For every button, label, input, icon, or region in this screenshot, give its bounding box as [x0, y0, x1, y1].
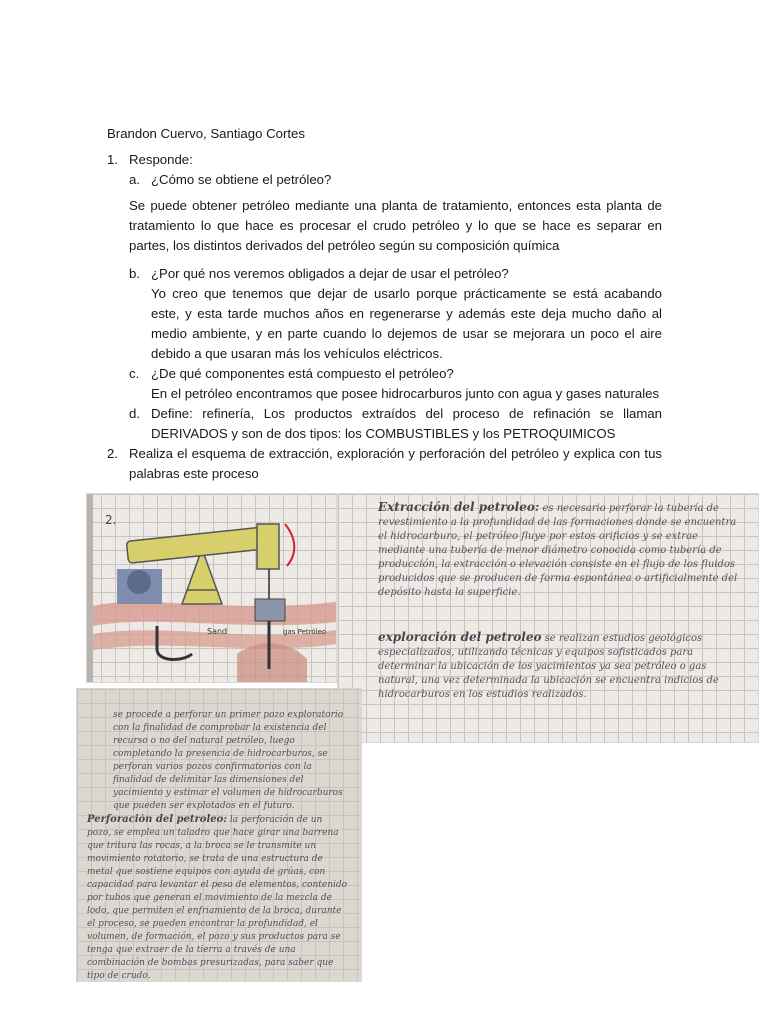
question-c-text: ¿De qué componentes está compuesto el petróleo?: [151, 366, 454, 381]
answer-c: En el petróleo encontramos que posee hidrocarburos junto con agua y gases naturales: [151, 386, 660, 401]
list-letter: c.: [129, 366, 140, 381]
question-1-title: Responde:: [129, 152, 193, 167]
notes-title-exploration: exploración del petroleo: [378, 630, 542, 644]
answer-a: Se puede obtener petróleo mediante una planta de tratamiento, entonces esta planta de tratamiento lo que hace es procesar el crudo petróleo y lo que se hace es separar en partes, los distintos derivados del petróleo según su composición química: [129, 198, 662, 253]
answer-b: Yo creo que tenemos que dejar de usarlo porque prácticamente se está acabando este, y esta tarde muchos años en regenerarse y además este deja mucho daño al medio ambiente, y en parte cuando lo dejemos de usar se mejorara un poco el aire debido a que usaran más los vehículos eléctricos.: [151, 286, 662, 361]
list-letter: d.: [129, 406, 140, 421]
drawing-number: 2.: [105, 513, 117, 527]
question-2-text: Realiza el esquema de extracción, exploración y perforación del petróleo y explica con tus palabras este proceso: [129, 446, 662, 481]
notes-body-exploration: se realizan estudios geológicos especializados, utilizando técnicas y equipos sofisticados para determinar la ubicación de los yacimientos ya sea petróleo o gas natural, una vez determinada la ubicación se encuentra indicios de hidrocarburos en los estudios realizados.: [378, 633, 719, 700]
question-d-text: Define: refinería, Los productos extraídos del proceso de refinación se llaman DERIVADOS y son de dos tipos: los COMBUSTIBLES y los PETROQUIMICOS: [151, 406, 662, 441]
notes-title-extraction: Extracción del petroleo:: [378, 500, 540, 514]
list-letter: a.: [129, 172, 140, 187]
notes-body-extraction: es necesario perforar la tubería de revestimiento a la profundidad de las formaciones donde se encuentra el hidrocarburo, el petróleo fluye por estos orificios y se extrae mediante una tubería de menor diámetro conocida como tubería de producción, la extracción o elevación consiste en el flujo de los fluidos producidos que se producen de forma espontánea o artificialmente del depósito hasta la superficie.: [378, 503, 738, 598]
list-number: 1.: [107, 152, 118, 167]
notes-photo-left: [76, 688, 362, 982]
question-d: [129, 404, 662, 444]
oil-pump-drawing-photo: [86, 493, 337, 683]
question-block: [107, 150, 662, 484]
drawing-label-left: Sand: [207, 627, 228, 636]
question-b-text: ¿Por qué nos veremos obligados a dejar de usar el petróleo?: [151, 266, 509, 281]
drawing-label-right: gas Petróleo: [283, 628, 327, 636]
authors-line: Brandon Cuervo, Santiago Cortes: [107, 126, 305, 141]
notes-body-intro: se procede a perforar un primer pozo exploratorio con la finalidad de comprobar la existencia del recurso o no del natural petróleo, luego completando la presencia de hidrocarburos, se perforan varios pozos confirmatorios con la finalidad de delimitar las dimensiones del yacimiento y estimar el volumen de hidrocarburos que pueden ser explotados en el futuro.: [113, 710, 344, 811]
oil-pump-drawing: [87, 494, 336, 682]
question-a-text: ¿Cómo se obtiene el petróleo?: [151, 172, 332, 187]
list-number: 2.: [107, 446, 118, 461]
question-b: [129, 264, 662, 364]
notes-body-drilling: la perforación de un pozo, se emplea un taladro que hace girar una barrena que tritura las rocas, a la broca se le transmite un movimiento rotatorio, se trata de una estructura de metal que sostiene equipos con ayuda de grúas, con capacidad para levantar el peso de elementos, contenido por tubos que generan el movimiento de la mezcla de lodo, que permiten el enfriamiento de la broca, durante el proceso, se pueden encontrar la profundidad, el volumen, de formación, el pozo y sus productos para se tenga que extraer de la tierra a través de una combinación de bombas presurizadas, para saber que tipo de crudo.: [87, 815, 348, 981]
question-c: [129, 364, 662, 404]
question-2: [107, 444, 662, 484]
question-1-heading: [107, 150, 662, 170]
list-letter: b.: [129, 266, 140, 281]
notes-title-drilling: Perforación del petroleo:: [87, 814, 227, 825]
notes-photo-right: [337, 493, 759, 743]
question-a: [129, 170, 662, 190]
